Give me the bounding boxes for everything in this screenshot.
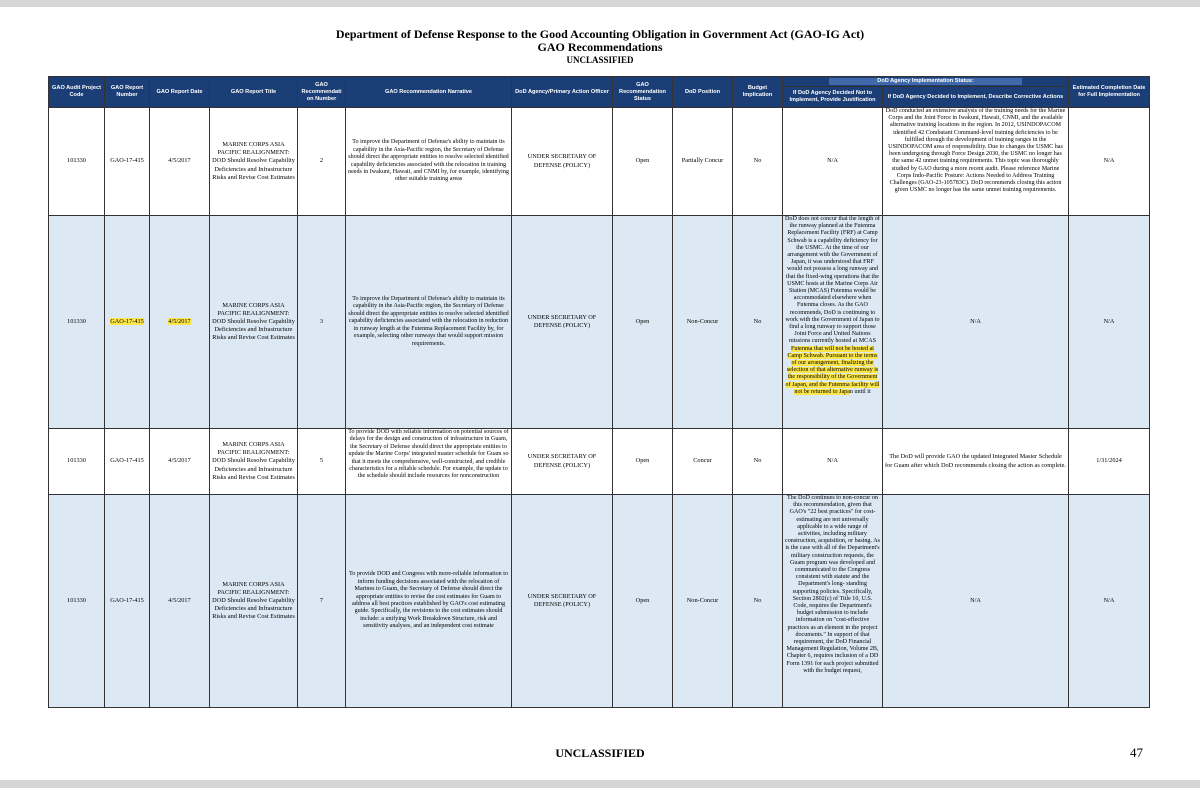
cell-corrective-actions xyxy=(883,108,1069,216)
cell-report-title: MARINE CORPS ASIA PACIFIC REALIGNMENT: DOD Should Resolve Capability Deficiencies and Infrastructure Risks and Revise Cost Estimates xyxy=(210,495,298,708)
table-row xyxy=(49,108,1150,216)
column-header-budget: Budget Implication xyxy=(733,77,783,108)
table-row xyxy=(49,495,1150,708)
cell-report-date: 4/5/2017 xyxy=(150,108,210,216)
cell-narrative: To provide DOD and Congress with more-reliable information to inform funding decisions associated with the relocation of Marines to Guam, the Secretary of Defense should direct the appropriate entities to revise the cost estimates for Guam to address all best practices established by GAO's cost estimating guide. Specifically, the revisions to the cost estimates should include: a unifying Work Breakdown Structure, risk and sensitivity analyses, and an independent cost estimate xyxy=(346,495,512,708)
column-header-rec-number: GAO Recommendation Number xyxy=(298,77,346,108)
cell-rec-status: Open xyxy=(613,495,673,708)
cell-corrective-actions: N/A xyxy=(883,495,1069,708)
cell-position: Non-Concur xyxy=(673,495,733,708)
page-title: Department of Defense Response to the Good Accounting Obligation in Government Act (GAO-IG Act) xyxy=(335,27,865,41)
cell-agency: UNDER SECRETARY OF DEFENSE (POLICY) xyxy=(512,495,613,708)
cell-rec-number: 5 xyxy=(298,429,346,495)
column-header-project-code: GAO Audit Project Code xyxy=(49,77,105,108)
cell-completion-date: 1/31/2024 xyxy=(1069,429,1150,495)
top-edge-bar xyxy=(0,0,1200,7)
cell-completion-date: N/A xyxy=(1069,108,1150,216)
column-header-narrative: GAO Recommendation Narrative xyxy=(346,77,512,108)
cell-position: Non-Concur xyxy=(673,216,733,429)
page-number: 47 xyxy=(1130,745,1143,760)
cell-not-implement: N/A xyxy=(783,429,883,495)
bottom-edge-bar xyxy=(0,780,1200,788)
cell-agency: UNDER SECRETARY OF DEFENSE (POLICY) xyxy=(512,108,613,216)
cell-report-date xyxy=(150,216,210,429)
cell-report-title: MARINE CORPS ASIA PACIFIC REALIGNMENT: DOD Should Resolve Capability Deficiencies and Infrastructure Risks and Revise Cost Estimates xyxy=(210,108,298,216)
classification-marking-bottom: UNCLASSIFIED xyxy=(555,746,645,760)
cell-rec-number: 2 xyxy=(298,108,346,216)
cell-report-date: 4/5/2017 xyxy=(150,495,210,708)
column-header-report-date: GAO Report Date xyxy=(150,77,210,108)
cell-budget: No xyxy=(733,495,783,708)
cell-agency: UNDER SECRETARY OF DEFENSE (POLICY) xyxy=(512,216,613,429)
cell-report-number xyxy=(105,216,150,429)
cell-narrative xyxy=(346,429,512,495)
cell-rec-status: Open xyxy=(613,108,673,216)
justification-text-end: n until it xyxy=(849,388,871,395)
corrective-actions-text: DoD conducted an extensive analysis of the training needs for the Marine Corps and the Joint Force in Iwakuni, Hawaii, CNMI, and the available alternative training locations in the region. In 2012, USINDOPACOM identified 42 Combatant Command-level training deficiencies to be fulfilled through the development of training ranges in the USINDOPACOM area of responsibility. Due to changes the USMC has been undergoing through Force Design 2030, the USMC no longer has the same 42 unmet training requirements. This topic was thoroughly studied by GAO during a more recent audit. Please reference Marine Corps Indo-Pacific Posture: Actions Needed to Address Training Challenges (GAO-23-105783C). DoD recommends closing this action given USMC no longer has the same unmet training requirements. xyxy=(885,108,1066,194)
cell-narrative: To improve the Department of Defense's ability to maintain its capability in the Asia-Pacific region, the Secretary of Defense should direct the appropriate entities to resolve selected identified capability deficiencies associated with the relocation in reduction in runway length at the Futenma Replacement Facility by, for example, selecting other runways that would support mission requirements. xyxy=(346,216,512,429)
classification-marking-top: UNCLASSIFIED xyxy=(566,55,634,65)
table-row xyxy=(49,216,1150,429)
cell-budget: No xyxy=(733,429,783,495)
table-row xyxy=(49,429,1150,495)
narrative-text: To provide DOD with reliable information on potential sources of delays for the design and construction of infrastructure in Guam, the Secretary of Defense should direct the appropriate entities to update the Marine Corps' integrated master schedule for Guam so that it meets the comprehensive, well-constructed, and credible characteristics for a reliable schedule. For example, the update to the schedule should include resources for nonconstruction xyxy=(348,429,509,480)
cell-report-number: GAO-17-415 xyxy=(105,495,150,708)
column-header-not-implement: If DoD Agency Decided Not to Implement, Provide Justification xyxy=(783,87,883,108)
justification-highlighted-text: Futenma that will not be hosted at Camp Schwab. Pursuant to the terms of our arrangement, finalizing the selection of that alternative runway is the responsibility of the Government of Japan, and the Futenma facility will not be returned to Japa xyxy=(785,345,880,395)
cell-corrective-actions: N/A xyxy=(883,216,1069,429)
cell-completion-date: N/A xyxy=(1069,495,1150,708)
cell-agency: UNDER SECRETARY OF DEFENSE (POLICY) xyxy=(512,429,613,495)
column-header-agency: DoD Agency/Primary Action Officer xyxy=(512,77,613,108)
cell-completion-date: N/A xyxy=(1069,216,1150,429)
cell-rec-status: Open xyxy=(613,216,673,429)
cell-project-code: 101330 xyxy=(49,429,105,495)
cell-report-date: 4/5/2017 xyxy=(150,429,210,495)
highlighted-report-number: GAO-17-415 xyxy=(110,317,144,325)
cell-report-number: GAO-17-415 xyxy=(105,108,150,216)
cell-report-title: MARINE CORPS ASIA PACIFIC REALIGNMENT: DOD Should Resolve Capability Deficiencies and Infrastructure Risks and Revise Cost Estimates xyxy=(210,216,298,429)
cell-report-title: MARINE CORPS ASIA PACIFIC REALIGNMENT: DOD Should Resolve Capability Deficiencies and Infrastructure Risks and Revise Cost Estimates xyxy=(210,429,298,495)
cell-project-code: 101330 xyxy=(49,108,105,216)
cell-position: Concur xyxy=(673,429,733,495)
cell-rec-number: 3 xyxy=(298,216,346,429)
justification-text-start: DoD does not concur that the length of the runway planned at the Futenma Replacement Facility (FRF) at Camp Schwab is a capability deficiency for the USMC. At the time of our arrangement with the Government of Japan, it was understood that FRF would not possess a long runway and that the fixed-wing operations that the USMC hosts at the Marine Corps Air Station (MCAS) Futenma would be accommodated elsewhere when Futenma closes. As the GAO recommends, DoD is continuing to work with the Government of Japan to find a long runway to support those Joint Force and United Nations missions currently hosted at MCAS xyxy=(785,216,880,345)
column-header-report-title: GAO Report Title xyxy=(210,77,298,108)
column-header-corrective-actions: If DoD Agency Decided to Implement, Describe Corrective Actions xyxy=(883,87,1069,108)
column-group-implementation-status: DoD Agency Implementation Status: xyxy=(783,77,1069,87)
column-header-report-number: GAO Report Number xyxy=(105,77,150,108)
cell-project-code: 101330 xyxy=(49,216,105,429)
cell-position: Partially Concur xyxy=(673,108,733,216)
cell-not-implement xyxy=(783,495,883,708)
column-header-position: DoD Position xyxy=(673,77,733,108)
highlighted-report-date: 4/5/2017 xyxy=(168,317,191,325)
page-subtitle: GAO Recommendations xyxy=(537,40,663,54)
cell-narrative: To improve the Department of Defense's ability to maintain its capability in the Asia-Pacific region, the Secretary of Defense should direct the appropriate entities to resolve selected identified capability deficiencies associated with the relocation in training needs in Iwakuni, Hawaii, and CNMI by, for example, identifying other suitable training areas xyxy=(346,108,512,216)
cell-budget: No xyxy=(733,216,783,429)
recommendations-table xyxy=(48,76,1150,708)
column-header-completion-date: Estimated Completion Date for Full Implementation xyxy=(1069,77,1150,108)
justification-text xyxy=(785,216,880,428)
cell-not-implement: N/A xyxy=(783,108,883,216)
column-header-rec-status: GAO Recommendation Status xyxy=(613,77,673,108)
cell-not-implement xyxy=(783,216,883,429)
cell-budget: No xyxy=(733,108,783,216)
cell-project-code: 101330 xyxy=(49,495,105,708)
cell-rec-status: Open xyxy=(613,429,673,495)
cell-rec-number: 7 xyxy=(298,495,346,708)
justification-text: The DoD continues to non-concur on this recommendation, given that GAO's "22 best practices" for cost-estimating are not universally applicable to a wide range of activities, including military construction, acquisition, or basing. As is the case with all of the Department's military construction requests, the Guam program was developed and communicated to the Congress consistent with statute and the Department's long- standing supporting policies. Specifically, Section 2802(c) of Title 10, U.S. Code, requires the Department's budget submission to include information on "cost-effective practices as an element in the project documents." In support of that requirement, the DoD Financial Management Regulation, Volume 2B, Chapter 6, requires inclusion of a DD Form 1391 for each project submitted with the budget request, xyxy=(785,495,880,674)
cell-corrective-actions: The DoD will provide GAO the updated Integrated Master Schedule for Guam after which DoD recommends closing the action as complete. xyxy=(883,429,1069,495)
cell-report-number: GAO-17-415 xyxy=(105,429,150,495)
